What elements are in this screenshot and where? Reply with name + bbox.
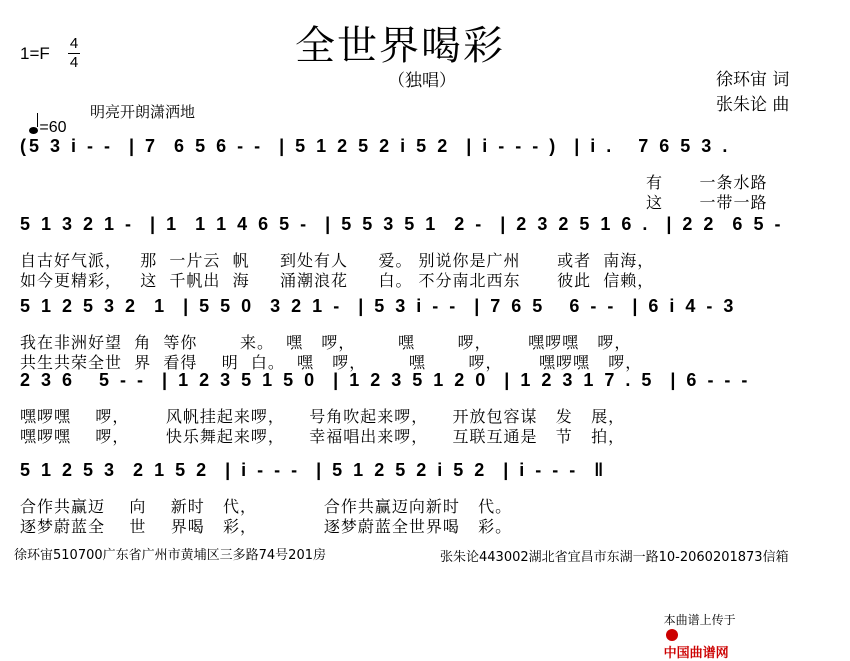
- lyric-row-3a: 我在非洲好望 角 等你 来。 嘿 啰， 嘿 啰， 嘿啰嘿 啰，: [20, 333, 632, 352]
- upload-label: 本曲谱上传于: [663, 613, 736, 627]
- song-subtitle: （独唱）: [388, 71, 456, 91]
- lyricist-address: 徐环宙510700广东省广州市黄埔区三多路74号201房: [14, 548, 326, 563]
- lyric-row-5a: 合作共赢迈 向 新时 代， 合作共赢迈向新时 代。: [20, 497, 513, 516]
- tempo-value: =60: [39, 119, 67, 136]
- time-signature-bottom: 4: [69, 54, 79, 71]
- lyric-row-4a: 嘿啰嘿 啰， 风帆挂起来啰， 号角吹起来啰， 开放包容谋 发 展，: [20, 407, 626, 426]
- lyricist-credit: 徐环宙 词: [716, 70, 790, 90]
- note-stem: [37, 113, 39, 127]
- quarter-note-icon: [29, 127, 38, 134]
- song-title: 全世界喝彩: [295, 23, 505, 69]
- notation-row-5: 5 1 2 5 3 2 1 5 2 | i - - - | 5 1 2 5 2 i 5 2 | i - - - ‖: [20, 460, 607, 480]
- expression-marking: 明亮开朗潇洒地: [90, 103, 196, 121]
- composer-address: 张朱论443002湖北省宜昌市东湖一路10-2060201873信箱: [440, 550, 789, 565]
- site-logo-icon: [666, 629, 678, 641]
- notation-row-4: 2 3 6 5 - - | 1 2 3 5 1 5 0 | 1 2 3 5 1 2 0 | 1 2 3 1 7 . 5 | 6 - - -: [20, 370, 751, 390]
- lyric-row-2b: 如今更精彩， 这 千帆出 海 涌潮浪花 白。 不分南北西东 彼此 信赖，: [20, 271, 655, 290]
- lyric-row-5b: 逐梦蔚蓝全 世 界喝 彩， 逐梦蔚蓝全世界喝 彩。: [20, 517, 513, 536]
- time-signature: [68, 36, 80, 71]
- lyric-row-1a: 有 一条水路: [646, 173, 768, 192]
- key-signature: 1=F: [20, 44, 50, 63]
- composer-credit: 张朱论 曲: [716, 95, 790, 115]
- lyric-row-4b: 嘿啰嘿 啰， 快乐舞起来啰， 幸福唱出来啰， 互联互通是 节 拍，: [20, 427, 626, 446]
- notation-row-2: 5 1 3 2 1 - | 1 1 1 4 6 5 - | 5 5 3 5 1 2 - | 2 3 2 5 1 6 . | 2 2 6 5 -: [20, 214, 784, 234]
- upload-notice: [656, 597, 736, 661]
- lyric-row-3b: 共生共荣全世 界 看得 明 白。 嘿 啰， 嘿 啰， 嘿啰嘿 啰，: [20, 353, 643, 372]
- site-name: 中国曲谱网: [663, 646, 729, 661]
- lyric-row-1b: 这 一带一路: [646, 193, 768, 212]
- notation-row-1: (5 3 i - - | 7 6 5 6 - - | 5 1 2 5 2 i 5 2 | i - - - ) | i . 7 6 5 3 .: [20, 136, 731, 156]
- time-signature-top: 4: [69, 35, 79, 52]
- tempo-marking: [20, 100, 67, 137]
- lyric-row-2a: 自古好气派， 那 一片云 帆 到处有人 爱。 别说你是广州 或者 南海，: [20, 251, 655, 270]
- notation-row-3: 5 1 2 5 3 2 1 | 5 5 0 3 2 1 - | 5 3 i - - | 7 6 5 6 - - | 6 i 4 - 3: [20, 296, 737, 316]
